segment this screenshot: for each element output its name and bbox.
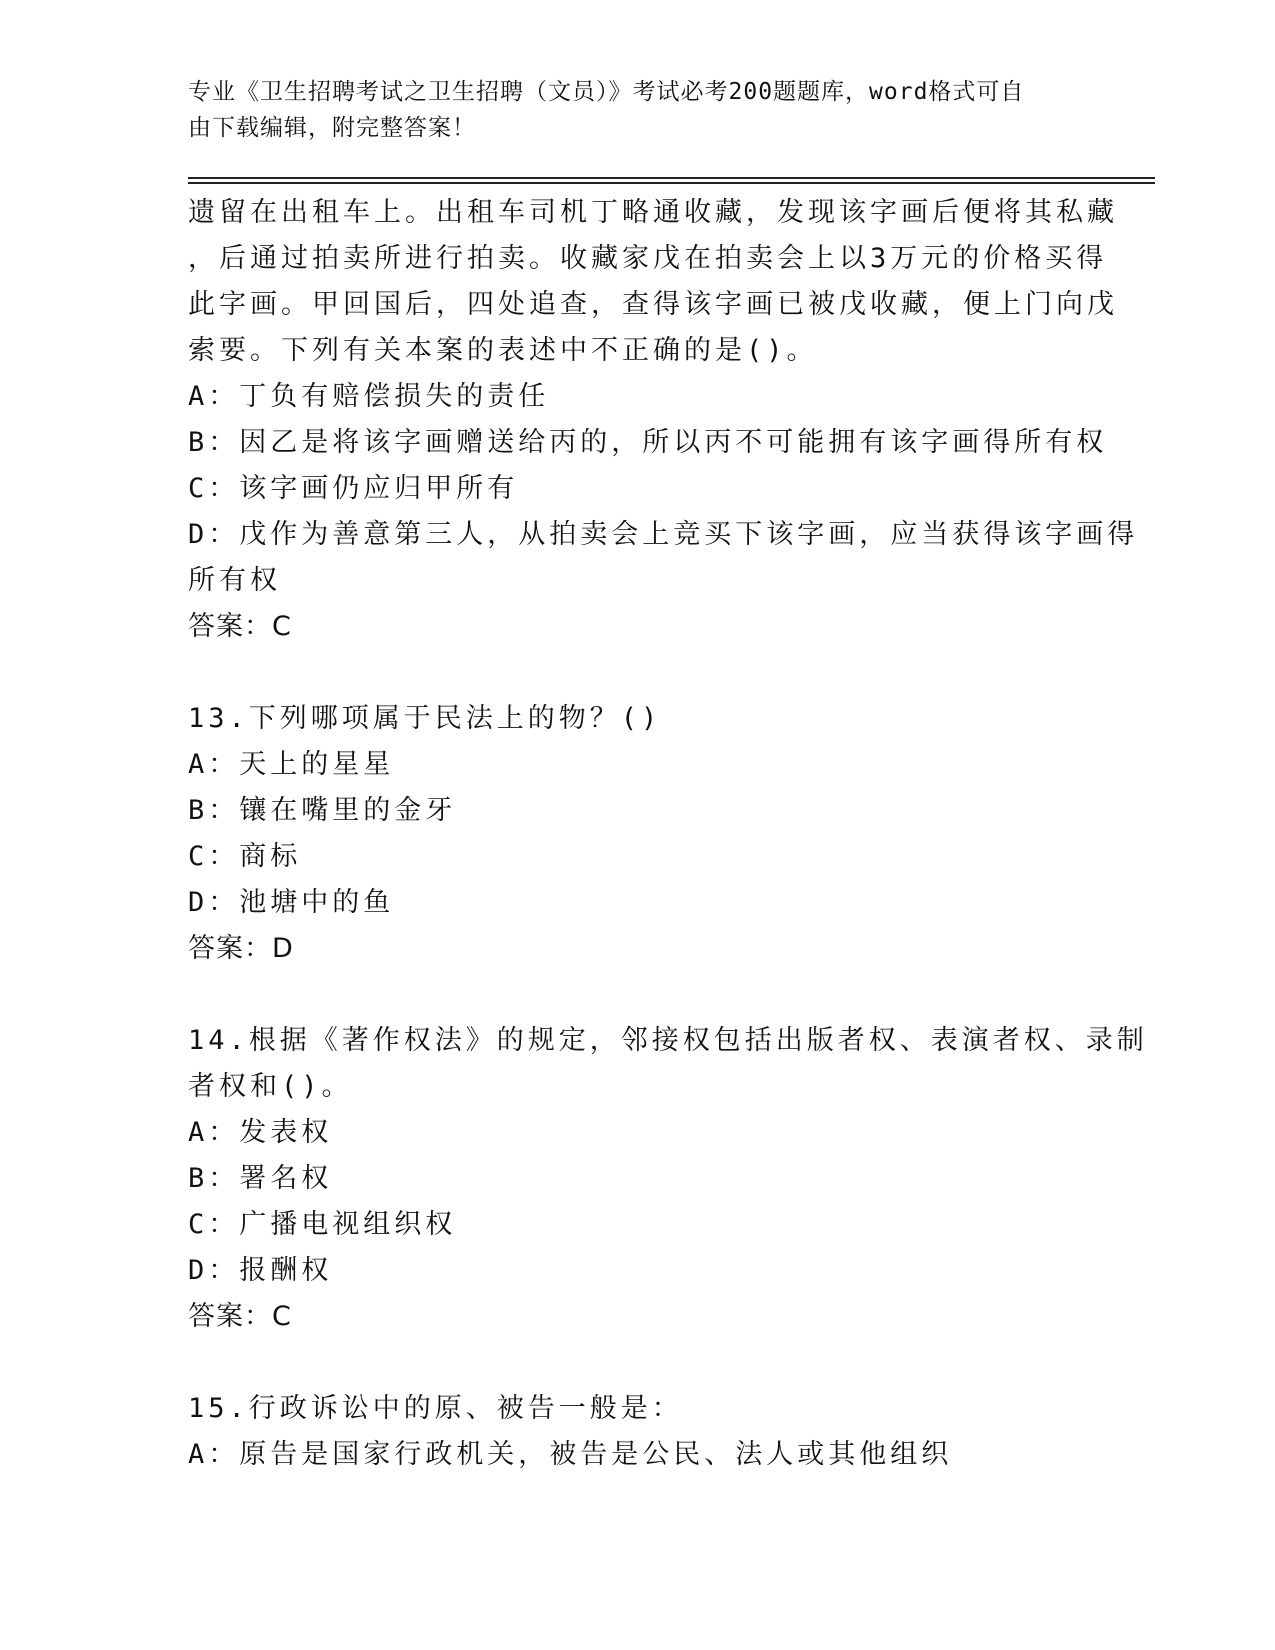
option-d-continued: 所有权 [188, 565, 281, 596]
header-divider-bottom [188, 182, 1155, 184]
option-a: A：天上的星星 [188, 749, 395, 780]
option-a: A：原告是国家行政机关，被告是公民、法人或其他组织 [188, 1439, 953, 1470]
question-stem-line: ，后通过拍卖所进行拍卖。收藏家戊在拍卖会上以3万元的价格买得 [188, 243, 1108, 274]
question-stem-continued: 者权和()。 [188, 1071, 353, 1102]
option-d: D：戊作为善意第三人，从拍卖会上竞买下该字画，应当获得该字画得 [188, 519, 1139, 550]
header-line-2: 由下载编辑，附完整答案！ [188, 115, 476, 141]
question-12 [188, 190, 1139, 650]
question-stem-line: 遗留在出租车上。出租车司机丁略通收藏，发现该字画后便将其私藏 [188, 197, 1118, 228]
option-b: B：镶在嘴里的金牙 [188, 795, 457, 826]
spacer [188, 1340, 1088, 1386]
spacer [188, 972, 1088, 1018]
document-header [188, 74, 1068, 146]
option-c: C：广播电视组织权 [188, 1209, 457, 1240]
option-b: B：因乙是将该字画赠送给丙的，所以丙不可能拥有该字画得所有权 [188, 427, 1108, 458]
option-d: D：池塘中的鱼 [188, 887, 395, 918]
option-d: D：报酬权 [188, 1255, 333, 1286]
question-list [188, 190, 1148, 1478]
question-stem-line: 此字画。甲回国后，四处追查，查得该字画已被戊收藏，便上门向戊 [188, 289, 1118, 320]
question-stem: 14.根据《著作权法》的规定，邻接权包括出版者权、表演者权、录制 [188, 1025, 1148, 1056]
header-divider-top [188, 177, 1155, 179]
option-c: C：商标 [188, 841, 302, 872]
answer: 答案：C [188, 611, 292, 642]
option-a: A：发表权 [188, 1117, 333, 1148]
question-stem: 15.行政诉讼中的原、被告一般是： [188, 1393, 683, 1424]
spacer [188, 650, 1088, 696]
answer: 答案：D [188, 933, 294, 964]
question-13 [188, 696, 1088, 972]
option-b: B：署名权 [188, 1163, 333, 1194]
answer: 答案：C [188, 1301, 292, 1332]
option-a: A：丁负有赔偿损失的责任 [188, 381, 550, 412]
option-c: C：该字画仍应归甲所有 [188, 473, 519, 504]
question-stem-line: 索要。下列有关本案的表述中不正确的是()。 [188, 335, 818, 366]
header-line-1: 专业《卫生招聘考试之卫生招聘（文员）》考试必考200题题库，word格式可自 [188, 79, 1025, 105]
question-stem: 13.下列哪项属于民法上的物？() [188, 703, 662, 734]
question-14 [188, 1018, 1148, 1340]
question-15 [188, 1386, 1088, 1478]
